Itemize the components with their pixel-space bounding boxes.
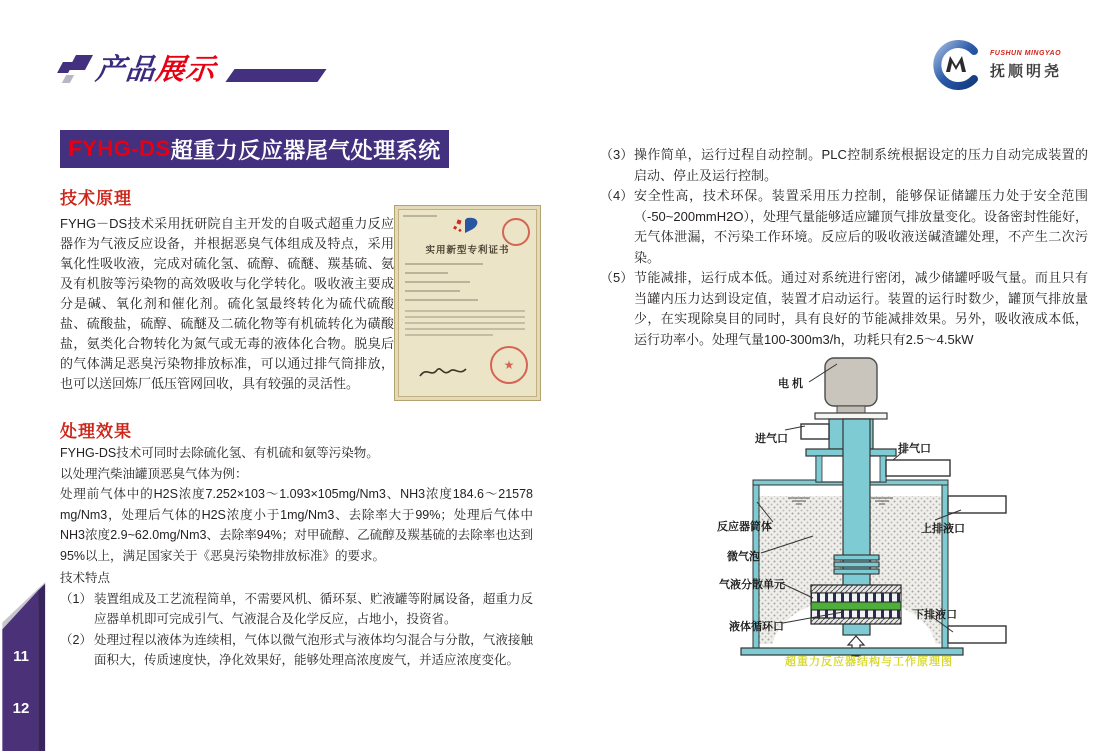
- feature-text: 处理过程以液体为连续相，气体以微气泡形式与液体均匀混合与分散，气液接触面积大，传质速度快，净化效果好，能够处理高浓度废气，并适应浓度变化。: [94, 632, 533, 667]
- feature-number: （1）: [60, 591, 92, 606]
- effect-heading: 处理效果: [60, 422, 132, 441]
- brand-text-primary: 产品: [94, 53, 158, 86]
- reactor-diagram: [713, 350, 1100, 680]
- brand-underline-bar: [225, 69, 326, 82]
- effect-body: [60, 443, 533, 671]
- diagram-label-dispersion-unit: 气液分散单元: [719, 579, 785, 591]
- certificate-title: 实用新型专利证书: [425, 246, 510, 256]
- title-banner: [60, 130, 449, 168]
- feature-item-2: [60, 630, 533, 671]
- effect-subheading: 技术特点: [60, 571, 111, 585]
- feature-number: （4）: [600, 188, 634, 203]
- feature-text: 安全性高，技术环保。装置采用压力控制，能够保证储罐压力处于安全范围（-50~200mmH2O），处理气量能够适应罐顶气排放量变化。设备密封性能好，无气体泄漏，不污染工作环境。反应后的吸收液送碱渣罐处理，不产生二次污染。: [634, 188, 1088, 265]
- patent-certificate: [394, 205, 541, 401]
- brand-badge-text: [94, 47, 218, 88]
- brand-text-secondary: 展示: [154, 53, 218, 86]
- company-logo: [928, 36, 1088, 94]
- page-number-12: 12: [12, 700, 30, 717]
- effect-line: 以处理汽柴油罐顶恶臭气体为例：: [60, 466, 248, 481]
- diagram-label-reactor-body: 反应器筒体: [717, 521, 772, 533]
- diagram-label-liquid-circulation: 液体循环口: [729, 621, 784, 633]
- certificate-text-line: [405, 263, 483, 265]
- principle-heading: 技术原理: [60, 189, 132, 208]
- certificate-text-line: [405, 272, 448, 274]
- certificate-text-line: [405, 299, 478, 301]
- feature-text: 装置组成及工艺流程简单，不需要风机、循环泵、贮液罐等附属设备，超重力反应器单机即可完成引气、气液混合及化学反应，占地小，投资省。: [94, 591, 533, 626]
- feature-item-3: [600, 145, 1088, 186]
- diagram-label-micro-bubble: 微气泡: [727, 551, 760, 563]
- certificate-text-line: [405, 281, 470, 283]
- sidebar-pagenum-bar: [0, 582, 47, 751]
- certificate-top-seal-icon: [502, 218, 530, 246]
- product-model: FYHG-DS: [68, 136, 171, 161]
- certificate-paragraph: [405, 310, 530, 336]
- diagram-label-lower-drain: 下排液口: [913, 609, 957, 621]
- diagram-label-gas-outlet: 排气口: [898, 443, 931, 455]
- brand-badge: [58, 46, 322, 88]
- effect-line: 处理前气体中的H2S浓度7.252×103～1.093×105mg/Nm3、NH3浓度184.6～21578 mg/Nm3，处理后气体的H2S浓度小于1mg/Nm3、去除率大于99%；处理后气体中NH3浓度2.9~62.0mg/Nm3、去除率94%；对甲硫醇、乙硫醇及羰基硫的去除率也达到95%以上，满足国家关于《恶臭污染物排放标准》的要求。: [60, 487, 533, 563]
- certificate-signature-icon: [417, 362, 469, 382]
- feature-number: （2）: [60, 632, 92, 647]
- features-right-column: [600, 145, 1088, 350]
- company-logo-cm-icon: [928, 39, 986, 91]
- feature-item-1: [60, 589, 533, 630]
- diagram-label-upper-drain: 上排液口: [921, 523, 965, 535]
- feature-number: （5）: [600, 270, 634, 285]
- brand-parallelogram-icon: [58, 49, 92, 85]
- feature-item-4: [600, 186, 1088, 268]
- feature-text: 节能减排，运行成本低。通过对系统进行密闭，减少储罐呼吸气量。而且只有当罐内压力达到设定值，装置才启动运行。装置的运行时数少，罐顶气排放量少，在实现除臭目的同时，具有良好的节能减排效果。另外，吸收液成本低，运行功率小。处理气量100-300m3/h，功耗只有2.5～4.5kW: [634, 270, 1088, 347]
- principle-body: FYHG－DS技术采用抚研院自主开发的自吸式超重力反应器作为气液反应设备，并根据恶臭气体组成及特点，采用氧化性吸收液，完成对硫化氢、硫醇、硫醚、羰基硫、氨及有机胺等污染物的高效吸收与化学转化。吸收液主要成分是碱、氧化剂和催化剂。硫化氢最终转化为硫代硫酸盐、硫酸盐，硫醇、硫醚及二硫化物等有机硫转化为磺酸盐，氨类化合物转化为氮气或无毒的液体化合物。脱臭后的气体满足恶臭污染物排放标准，可以通过排气筒排放，也可以送回炼厂低压管网回收，具有较强的灵活性。: [60, 216, 394, 391]
- feature-text: 操作简单，运行过程自动控制。PLC控制系统根据设定的压力自动完成装置的启动、停止及运行控制。: [634, 147, 1088, 183]
- effect-line: FYHG-DS技术可同时去除硫化氢、有机硫和氨等污染物。: [60, 446, 379, 460]
- diagram-caption: 超重力反应器结构与工作原理图: [785, 656, 953, 668]
- product-name: 超重力反应器尾气处理系统: [170, 137, 441, 163]
- feature-number: （3）: [600, 147, 634, 162]
- page-number-11: 11: [13, 648, 29, 665]
- diagram-label-gas-inlet: 进气口: [755, 433, 788, 445]
- company-name-en: FUSHUN MINGYAO: [990, 49, 1062, 57]
- company-name-cn: 抚顺明尧: [990, 62, 1063, 80]
- certificate-bottom-seal-icon: ★: [490, 346, 528, 384]
- feature-item-5: [600, 268, 1088, 350]
- certificate-text-line: [405, 290, 460, 292]
- diagram-label-motor: 电 机: [778, 378, 804, 390]
